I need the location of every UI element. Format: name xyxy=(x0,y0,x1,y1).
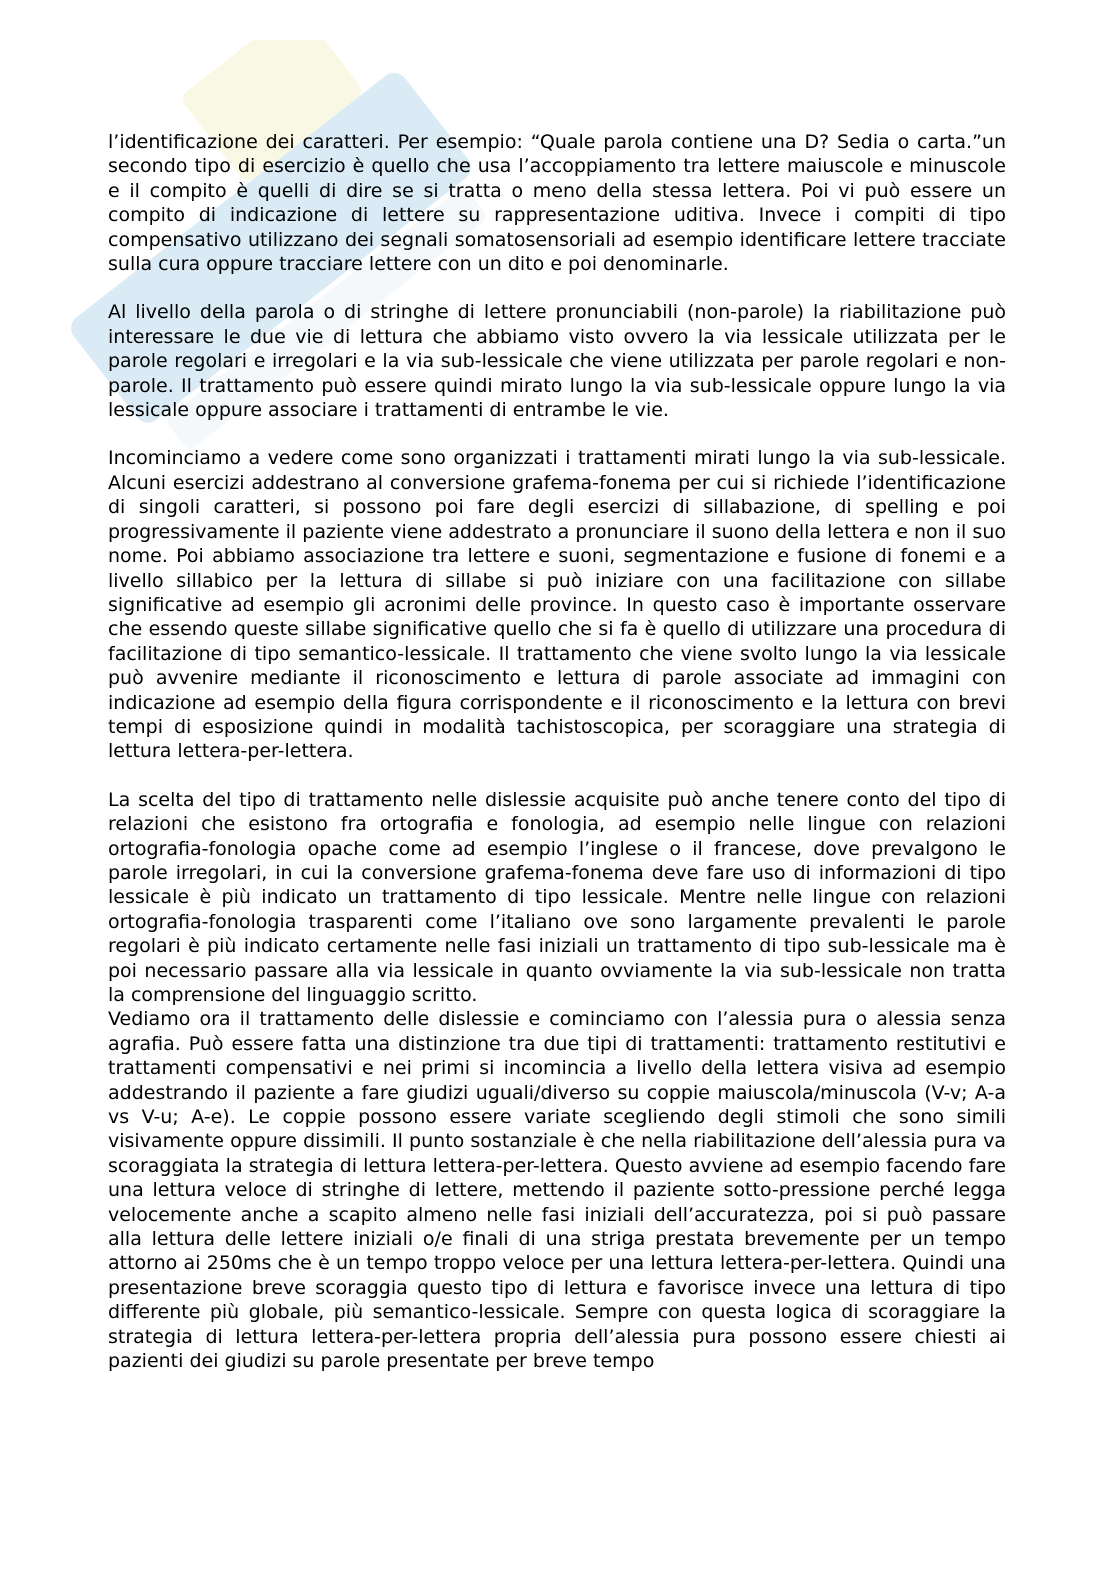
document-body xyxy=(108,130,1006,1374)
paragraph-1: l’identificazione dei caratteri. Per esempio: “Quale parola contiene una D? Sedia o carta.”un secondo tipo di esercizio è quello che usa l’accoppiamento tra lettere maiuscole e minuscole e il compito è quelli di dire se si tratta o meno della stessa lettera. Poi vi può essere un compito di indicazione di lettere su rappresentazione uditiva. Invece i compiti di tipo compensativo utilizzano dei segnali somatosensoriali ad esempio identificare lettere tracciate sulla cura oppure tracciare lettere con un dito e poi denominarle. xyxy=(108,131,1006,276)
paragraph-4: La scelta del tipo di trattamento nelle dislessie acquisite può anche tenere conto del tipo di relazioni che esistono fra ortografia e fonologia, ad esempio nelle lingue con relazioni ortografia-fonologia opache come ad esempio l’inglese o il francese, dove prevalgono le parole irregolari, in cui la conversione grafema-fonema deve fare uso di informazioni di tipo lessicale è più indicato un trattamento di tipo lessicale. Mentre nelle lingue con relazioni ortografia-fonologia trasparenti come l’italiano ove sono largamente prevalenti le parole regolari è più indicato certamente nelle fasi iniziali un trattamento di tipo sub-lessicale ma è poi necessario passare alla via lessicale in quanto ovviamente la via sub-lessicale non tratta la comprensione del linguaggio scritto. xyxy=(108,788,1006,1006)
paragraph-2: Al livello della parola o di stringhe di lettere pronunciabili (non-parole) la riabilitazione può interessare le due vie di lettura che abbiamo visto ovvero la via lessicale utilizzata per le parole regolari e irregolari e la via sub-lessicale che viene utilizzata per parole regolari e non-parole. Il trattamento può essere quindi mirato lungo la via sub-lessicale oppure lungo la via lessicale oppure associare i trattamenti di entrambe le vie. xyxy=(108,301,1006,422)
paragraph-5: Vediamo ora il trattamento delle dislessie e cominciamo con l’alessia pura o alessia senza agrafia. Può essere fatta una distinzione tra due tipi di trattamenti: trattamento restitutivi e trattamenti compensativi e nei primi si incomincia a livello della lettera visiva ad esempio addestrando il paziente a fare giudizi uguali/diverso su coppie maiuscola/minuscola (V-v; A-a vs V-u; A-e). Le coppie possono essere variate scegliendo degli stimoli che sono simili visivamente oppure dissimili. Il punto sostanziale è che nella riabilitazione dell’alessia pura va scoraggiata la strategia di lettura lettera-per-lettera. Questo avviene ad esempio facendo fare una lettura veloce di stringhe di lettere, mettendo il paziente sotto-pressione perché legga velocemente anche a scapito almeno nelle fasi iniziali dell’accuratezza, poi si può passare alla lettura delle lettere iniziali o/e finali di una striga prestata brevemente per un tempo attorno ai 250ms che è un tempo troppo veloce per una lettura lettera-per-lettera. Quindi una presentazione breve scoraggia questo tipo di lettura e favorisce invece una lettura di tipo differente più globale, più semantico-lessicale. Sempre con questa logica di scoraggiare la strategia di lettura lettera-per-lettera propria dell’alessia pura possono essere chiesti ai pazienti dei giudizi su parole presentate per breve tempo xyxy=(108,1008,1006,1373)
paragraph-3: Incominciamo a vedere come sono organizzati i trattamenti mirati lungo la via sub-lessicale. Alcuni esercizi addestrano al conversione grafema-fonema per cui si richiede l’identificazione di singoli caratteri, si possono poi fare degli esercizi di sillabazione, di spelling e poi progressivamente il paziente viene addestrato a pronunciare il suono della lettera e non il suo nome. Poi abbiamo associazione tra lettere e suoni, segmentazione e fusione di fonemi e a livello sillabico per la lettura di sillabe si può iniziare con una facilitazione con sillabe significative ad esempio gli acronimi delle province. In questo caso è importante osservare che essendo queste sillabe significative quello che si fa è quello di utilizzare una procedura di facilitazione di tipo semantico-lessicale. Il trattamento che viene svolto lungo la via lessicale può avvenire mediante il riconoscimento e lettura di parole associate ad immagini con indicazione ad esempio della figura corrispondente e il riconoscimento e la lettura con brevi tempi di esposizione quindi in modalità tachistoscopica, per scoraggiare una strategia di lettura lettera-per-lettera. xyxy=(108,447,1006,763)
